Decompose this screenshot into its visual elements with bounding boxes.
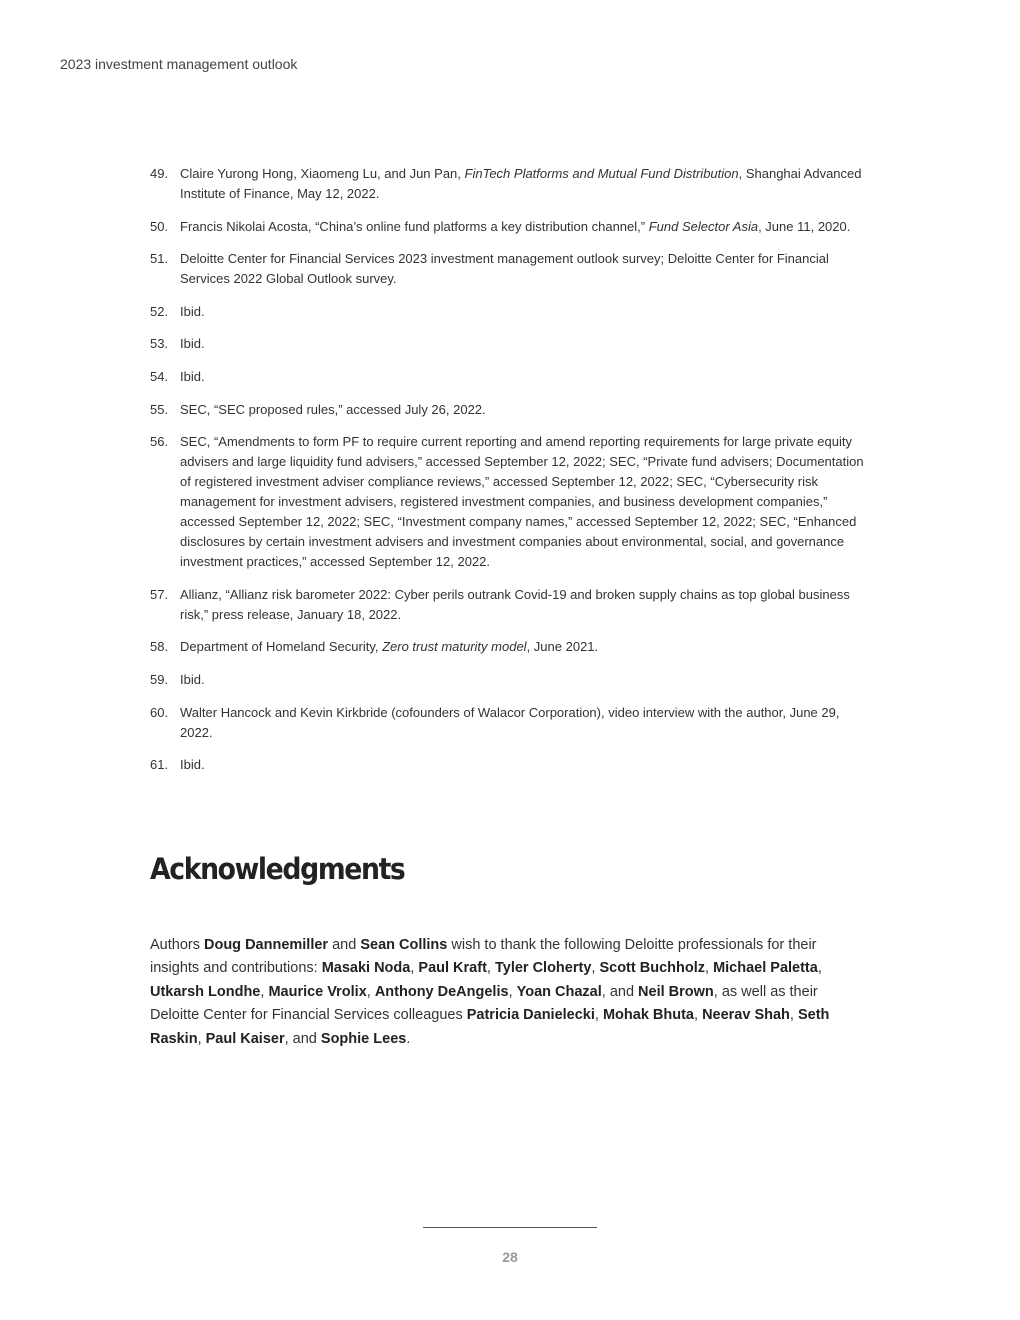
- acknowledgment-text-run: ,: [789, 1007, 798, 1024]
- acknowledgments-heading: Acknowledgments: [150, 852, 405, 886]
- endnote-text: [180, 219, 850, 234]
- endnote-item: [150, 249, 872, 289]
- endnote-number: 53.: [150, 336, 169, 352]
- endnote-number: 60.: [150, 704, 169, 720]
- endnote-item: [150, 164, 872, 204]
- endnote-title-italic: Fund Selector Asia: [648, 218, 759, 234]
- endnote-text-run: SEC, “Amendments to form PF to require current reporting and amend reporting requirements for large private equity advisers and large liquidity fund advisers,” accessed September 12, 2022; SEC, “Private fund advisers; Documentation of registered investment adviser compliance reviews,” accessed September 12, 2022; SEC, “Cybersecurity risk management for investment advisers, registered investment companies, and business development companies,” accessed September 12, 2022; SEC, “Investment company names,” accessed September 12, 2022; SEC, “Enhanced disclosures by certain investment advisers and investment companies about environmental, social, and governance investment practices,” accessed September 12, 2022.: [180, 434, 864, 570]
- acknowledgment-text-run: ,: [508, 983, 517, 1000]
- contributor-name: Scott Buchholz: [599, 960, 705, 977]
- endnote-number: 52.: [150, 303, 169, 319]
- endnote-text-run: Ibid.: [180, 671, 205, 687]
- endnote-item: [150, 302, 872, 322]
- endnote-text-run: , June 11, 2020.: [758, 218, 851, 234]
- acknowledgment-text-run: ,: [817, 960, 822, 977]
- endnote-number: 57.: [150, 586, 169, 602]
- contributor-name: Yoan Chazal: [516, 983, 602, 1000]
- endnote-item: [150, 670, 872, 690]
- running-header: 2023 investment management outlook: [60, 56, 298, 72]
- endnote-text-run: SEC, “SEC proposed rules,” accessed July 26, 2022.: [180, 401, 486, 417]
- endnote-number: 54.: [150, 368, 169, 384]
- acknowledgment-text-run: , as well as their Deloitte Center for Financial Services colleagues: [150, 983, 818, 1024]
- endnote-text: [180, 639, 598, 654]
- endnotes-list: [150, 164, 872, 788]
- endnote-text: [180, 757, 205, 772]
- endnote-text-run: Claire Yurong Hong, Xiaomeng Lu, and Jun Pan,: [180, 166, 465, 181]
- endnote-text-run: Deloitte Center for Financial Services 2023 investment management outlook survey; Deloitte Center for Financial Services 2022 Global Outlook survey.: [180, 251, 829, 287]
- endnote-text: [180, 587, 850, 622]
- endnote-text-run: Ibid.: [180, 757, 205, 773]
- endnote-text-run: Ibid.: [180, 336, 205, 352]
- endnote-item: [150, 703, 872, 743]
- acknowledgment-text-run: wish to thank the following Deloitte professionals for their insights and contributions:: [150, 937, 817, 977]
- endnote-number: 55.: [150, 401, 169, 417]
- contributor-name: Paul Kaiser: [205, 1030, 285, 1047]
- endnote-text: [180, 705, 839, 740]
- contributor-name: Neerav Shah: [702, 1007, 790, 1024]
- endnote-number: 59.: [150, 671, 169, 687]
- endnote-text-run: Ibid.: [180, 368, 205, 384]
- acknowledgment-text-run: ,: [594, 1007, 603, 1024]
- endnote-text: [180, 434, 864, 569]
- contributor-name: Doug Dannemiller: [204, 937, 329, 953]
- contributor-name: Maurice Vrolix: [268, 983, 367, 1000]
- acknowledgment-text-run: ,: [694, 1007, 703, 1024]
- endnote-title-italic: FinTech Platforms and Mutual Fund Distribution: [464, 166, 739, 181]
- contributor-name: Patricia Danielecki: [466, 1007, 595, 1024]
- endnote-text-run: Allianz, “Allianz risk barometer 2022: Cyber perils outrank Covid-19 and broken supply chains as top global business risk,” press release, January 18, 2022.: [180, 586, 850, 622]
- acknowledgment-text-run: .: [406, 1030, 411, 1047]
- acknowledgment-text-run: and: [328, 937, 361, 953]
- endnote-number: 58.: [150, 639, 169, 655]
- contributor-name: Paul Kraft: [418, 960, 487, 977]
- endnote-text: [180, 672, 205, 687]
- acknowledgment-text-run: ,: [410, 960, 419, 977]
- endnote-item: [150, 755, 872, 775]
- endnote-item: [150, 334, 872, 354]
- contributor-name: Sean Collins: [360, 937, 448, 953]
- endnote-item: [150, 637, 872, 657]
- endnote-text: [180, 251, 829, 286]
- contributor-name: Mohak Bhuta: [602, 1007, 694, 1024]
- acknowledgment-text-run: Authors: [150, 937, 204, 953]
- acknowledgment-text-run: , and: [284, 1030, 321, 1047]
- endnote-number: 49.: [150, 166, 169, 181]
- contributor-name: Masaki Noda: [321, 960, 411, 977]
- endnote-number: 56.: [150, 434, 169, 450]
- endnote-item: [150, 585, 872, 625]
- endnote-text-run: Ibid.: [180, 303, 205, 319]
- endnote-text-run: Department of Homeland Security,: [180, 639, 383, 655]
- acknowledgment-text-run: ,: [705, 960, 714, 977]
- acknowledgment-text-run: ,: [366, 983, 375, 1000]
- acknowledgments-text: [150, 934, 862, 1051]
- endnote-item: [150, 400, 872, 420]
- acknowledgment-text-run: ,: [260, 983, 269, 1000]
- page-number: 28: [502, 1249, 518, 1265]
- endnote-number: 50.: [150, 218, 169, 234]
- endnote-text: [180, 402, 486, 417]
- endnote-number: 51.: [150, 251, 169, 267]
- acknowledgment-text-run: ,: [197, 1030, 206, 1047]
- acknowledgment-text-run: , and: [601, 983, 639, 1000]
- contributor-name: Sophie Lees: [320, 1030, 407, 1047]
- endnote-item: [150, 217, 872, 237]
- contributor-name: Utkarsh Londhe: [150, 983, 261, 1000]
- contributor-name: Neil Brown: [638, 983, 714, 1000]
- acknowledgment-text-run: ,: [486, 960, 495, 977]
- endnote-text: [180, 336, 205, 351]
- endnote-number: 61.: [150, 757, 169, 773]
- contributor-name: Seth Raskin: [150, 1007, 830, 1047]
- endnote-text: [180, 304, 205, 319]
- contributor-name: Anthony DeAngelis: [374, 983, 509, 1000]
- footer-divider: [423, 1227, 597, 1228]
- endnote-title-italic: Zero trust maturity model: [382, 639, 527, 655]
- endnote-text-run: , Shanghai Advanced Institute of Finance, May 12, 2022.: [180, 166, 862, 201]
- endnote-item: [150, 367, 872, 387]
- contributor-name: Tyler Cloherty: [494, 960, 592, 977]
- endnote-text: [180, 166, 862, 201]
- endnote-text: [180, 369, 205, 384]
- endnote-text-run: , June 2021.: [526, 639, 599, 655]
- endnote-text-run: Walter Hancock and Kevin Kirkbride (cofounders of Walacor Corporation), video interview with the author, June 29, 2022.: [180, 704, 840, 740]
- acknowledgment-text-run: ,: [591, 960, 600, 977]
- endnote-item: [150, 432, 872, 572]
- contributor-name: Michael Paletta: [713, 960, 818, 977]
- endnote-text-run: Francis Nikolai Acosta, “China’s online fund platforms a key distribution channel,”: [180, 218, 649, 234]
